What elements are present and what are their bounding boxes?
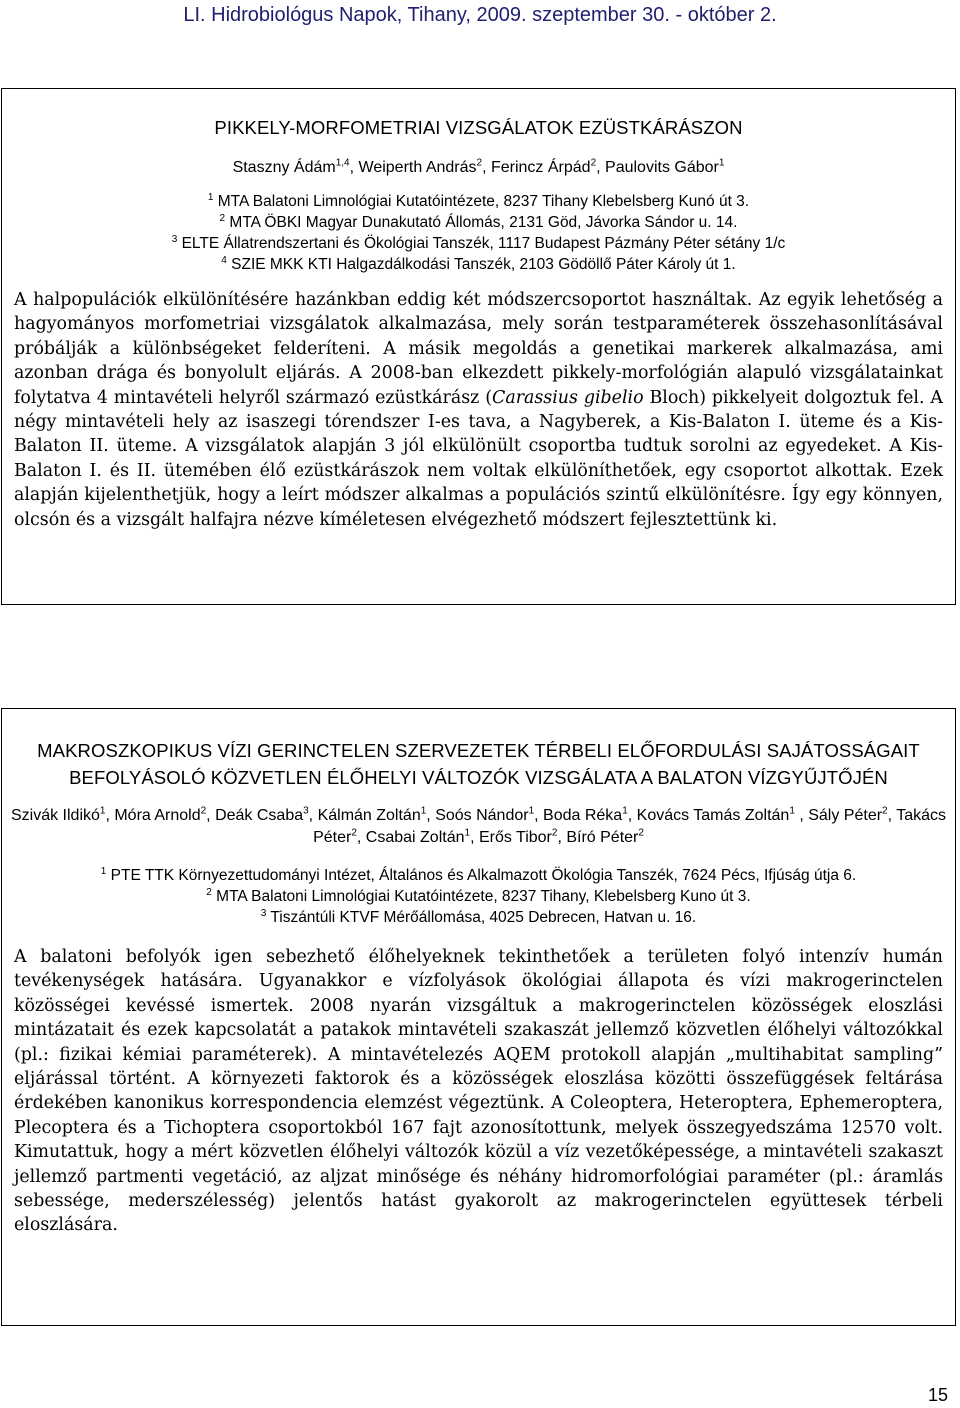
abstract-2-authors bbox=[2, 805, 955, 849]
abstract-2-title: MAKROSZKOPIKUS VÍZI GERINCTELEN SZERVEZETEK TÉRBELI ELŐFORDULÁSI SAJÁTOSSÁGAIT BEFOLYÁSOLÓ KÖZVETLEN ÉLŐHELYI VÁLTOZÓK VIZSGÁLATA A BALATON VÍZGYŰJTŐJÉN bbox=[37, 740, 920, 788]
author-separator: , bbox=[356, 829, 366, 846]
author-affiliation-mark: 1 bbox=[464, 827, 471, 839]
author-affiliation-mark: 1 bbox=[528, 805, 535, 817]
author-separator: , bbox=[557, 829, 567, 846]
author-affiliation-mark: 2 bbox=[882, 805, 888, 817]
author-separator: , bbox=[206, 807, 216, 824]
author-affiliation-mark: 2 bbox=[351, 827, 357, 839]
affiliation-mark: 2 bbox=[206, 886, 212, 898]
author-name: Ferincz Árpád bbox=[490, 159, 591, 176]
author-affiliation-mark: 1 bbox=[99, 805, 106, 817]
author-affiliation-mark: 2 bbox=[590, 157, 597, 169]
abstract-1-title: PIKKELY-MORFOMETRIAI VIZSGÁLATOK EZÜSTKÁRÁSZON bbox=[214, 117, 743, 138]
author-name: Kálmán Zoltán bbox=[317, 807, 421, 824]
author-separator: , bbox=[426, 807, 436, 824]
abstract-1-affiliations bbox=[2, 191, 955, 275]
author-name: Csabai Zoltán bbox=[365, 829, 465, 846]
affiliation-mark: 4 bbox=[221, 254, 227, 266]
author-name: Móra Arnold bbox=[114, 807, 201, 824]
author-affiliation-mark: 3 bbox=[303, 805, 309, 817]
affiliation-text: ELTE Állatrendszertani és Ökológiai Tanszék, 1117 Budapest Pázmány Péter sétány 1/c bbox=[177, 235, 786, 252]
abstract-1-body-part-2: Bloch) pikkelyeit dolgoztuk fel. A négy mintavételi hely az isaszegi tórendszer I-es tava, a Nagyberek, a Kis-Balaton I. üteme és a Kis-Balaton II. üteme. A vizsgálatok alapján 3 jól elkülönült csoportba tudtuk sorolni az egyedeket. A Kis-Balaton I. és II. ütemében élő ezüstkárászok nem voltak elkülöníthetőek, egy csoportot alkottak. Ezek alapján kijelenthetjük, hogy a leírt módszer alkalmas a populációs szintű elkülönítésre. Így egy könnyen, olcsón és a vizsgált halfajra nézve kíméletesen elvégezhető módszert fejlesztettünk ki. bbox=[14, 387, 943, 530]
author-affiliation-mark: 1 bbox=[420, 805, 427, 817]
affiliation-text: SZIE MKK KTI Halgazdálkodási Tanszék, 2103 Gödöllő Páter Károly út 1. bbox=[226, 256, 736, 273]
author-separator: , bbox=[470, 829, 479, 846]
affiliation-line bbox=[2, 886, 955, 907]
affiliation-mark: 3 bbox=[260, 907, 267, 919]
author-affiliation-mark: 1 bbox=[789, 805, 795, 817]
author-separator: , bbox=[627, 807, 637, 824]
author-separator: , bbox=[482, 159, 491, 176]
author-affiliation-mark: 2 bbox=[551, 827, 558, 839]
author-separator: , bbox=[887, 807, 897, 824]
page-number: 15 bbox=[927, 1385, 948, 1405]
author-name: Bíró Péter bbox=[566, 829, 639, 846]
author-name: Takács Péter bbox=[313, 807, 947, 846]
author-name: Boda Réka bbox=[543, 807, 623, 824]
author-affiliation-mark: 1 bbox=[622, 805, 628, 817]
affiliation-text: MTA Balatoni Limnológiai Kutatóintézete, 8237 Tihany, Klebelsberg Kuno út 3. bbox=[211, 888, 751, 905]
author-affiliation-mark: 2 bbox=[476, 157, 483, 169]
affiliation-line bbox=[2, 212, 955, 233]
author-name: Paulovits Gábor bbox=[605, 159, 719, 176]
author-affiliation-mark: 2 bbox=[200, 805, 207, 817]
affiliation-line bbox=[2, 907, 955, 928]
author-name: Sály Péter bbox=[808, 807, 883, 824]
abstract-2-body: A balatoni befolyók igen sebezhető élőhelyeknek tekinthetőek a területen folyó intenzív humán tevékenységek hatására. Ugyanakkor e vízfolyások ökológiai állapota és vízi makrogerinctelen közösségei kevéssé ismertek. 2008 nyarán vizsgáltuk a makrogerinctelen közösségek eloszlási mintázatait és ezek kapcsolatát a patakok mintavételi szakaszát jellemző közvetlen élőhelyi változókkal (pl.: fizikai kémiai paraméterek). A mintavételezés AQEM protokoll alapján „multihabitat sampling” eljárással történt. A környezeti faktorok és a közösségek eloszlása közötti összefüggések feltárása érdekében kanonikus korrespondencia elemzést végeztünk. A Coleoptera, Heteroptera, Ephemeroptera, Plecoptera és a Tichoptera csoportokból 167 fajt azonosítottunk, melyek összegyedszáma 12570 volt. Kimutattuk, hogy a mért közvetlen élőhelyi változók közül a víz vezetőképessége, a mintavételi szakaszt jellemző partmenti vegetáció, az aljzat minősége és néhány hidromorfológiai paraméter (pl.: áramlás sebessége, mederszélesség) jelentős hatást gyakorolt az makrogerinctelen együttesek térbeli eloszlására. bbox=[14, 947, 943, 1236]
affiliation-text: MTA Balatoni Limnológiai Kutatóintézete, 8237 Tihany Klebelsberg Kunó út 3. bbox=[213, 193, 750, 210]
author-separator: , bbox=[596, 159, 606, 176]
author-separator: , bbox=[534, 807, 544, 824]
abstract-box-1 bbox=[1, 88, 956, 605]
author-name: Soós Nándor bbox=[435, 807, 529, 824]
author-affiliation-mark: 2 bbox=[638, 827, 644, 839]
species-name: Carassius gibelio bbox=[492, 387, 644, 408]
author-name: Deák Csaba bbox=[215, 807, 304, 824]
affiliation-mark: 3 bbox=[171, 233, 178, 245]
author-affiliation-mark: 1,4 bbox=[335, 157, 350, 169]
author-name: Weiperth András bbox=[358, 159, 477, 176]
author-name: Kovács Tamás Zoltán bbox=[636, 807, 790, 824]
abstract-2-affiliations bbox=[2, 865, 955, 928]
affiliation-line bbox=[2, 865, 955, 886]
author-separator: , bbox=[308, 807, 318, 824]
author-name: Staszny Ádám bbox=[232, 159, 336, 176]
author-affiliation-mark: 1 bbox=[718, 157, 725, 169]
affiliation-mark: 1 bbox=[207, 191, 214, 203]
affiliation-line bbox=[2, 254, 955, 275]
affiliation-mark: 1 bbox=[100, 865, 107, 877]
author-separator: , bbox=[349, 159, 359, 176]
affiliation-line bbox=[2, 191, 955, 212]
abstract-1-authors bbox=[2, 157, 955, 179]
author-separator: , bbox=[105, 807, 115, 824]
abstract-1-body-part-1: A halpopulációk elkülönítésére hazánkban eddig két módszercsoportot használtak. Az egyik lehetőség a hagyományos morfometriai vizsgálatok alkalmazása, mely során testparaméterek összehasonlításával próbálják a különbségeket felderíteni. A másik megoldás a genetikai markerek alkalmazása, ami azonban drága és bonyolult eljárás. A 2008-ban elkezdett pikkely-morfológián alapuló vizsgálatainkat folytatva 4 mintavételi helyről származó ezüstkárász ( bbox=[14, 290, 943, 408]
affiliation-line bbox=[2, 233, 955, 254]
running-header: LI. Hidrobiológus Napok, Tihany, 2009. szeptember 30. - október 2. bbox=[183, 4, 777, 26]
affiliation-mark: 2 bbox=[219, 212, 226, 224]
author-separator: , bbox=[794, 807, 809, 824]
affiliation-text: PTE TTK Környezettudományi Intézet, Általános és Alkalmazott Ökológia Tanszék, 7624 Pécs, Ifjúság útja 6. bbox=[106, 867, 857, 884]
affiliation-text: MTA ÖBKI Magyar Dunakutató Állomás, 2131 Göd, Jávorka Sándor u. 14. bbox=[225, 214, 738, 231]
author-name: Szivák Ildikó bbox=[10, 807, 100, 824]
abstract-box-2 bbox=[1, 708, 956, 1326]
author-name: Erős Tibor bbox=[478, 829, 552, 846]
affiliation-text: Tiszántúli KTVF Mérőállomása, 4025 Debrecen, Hatvan u. 16. bbox=[266, 909, 697, 926]
abstract-1-body bbox=[2, 288, 955, 532]
